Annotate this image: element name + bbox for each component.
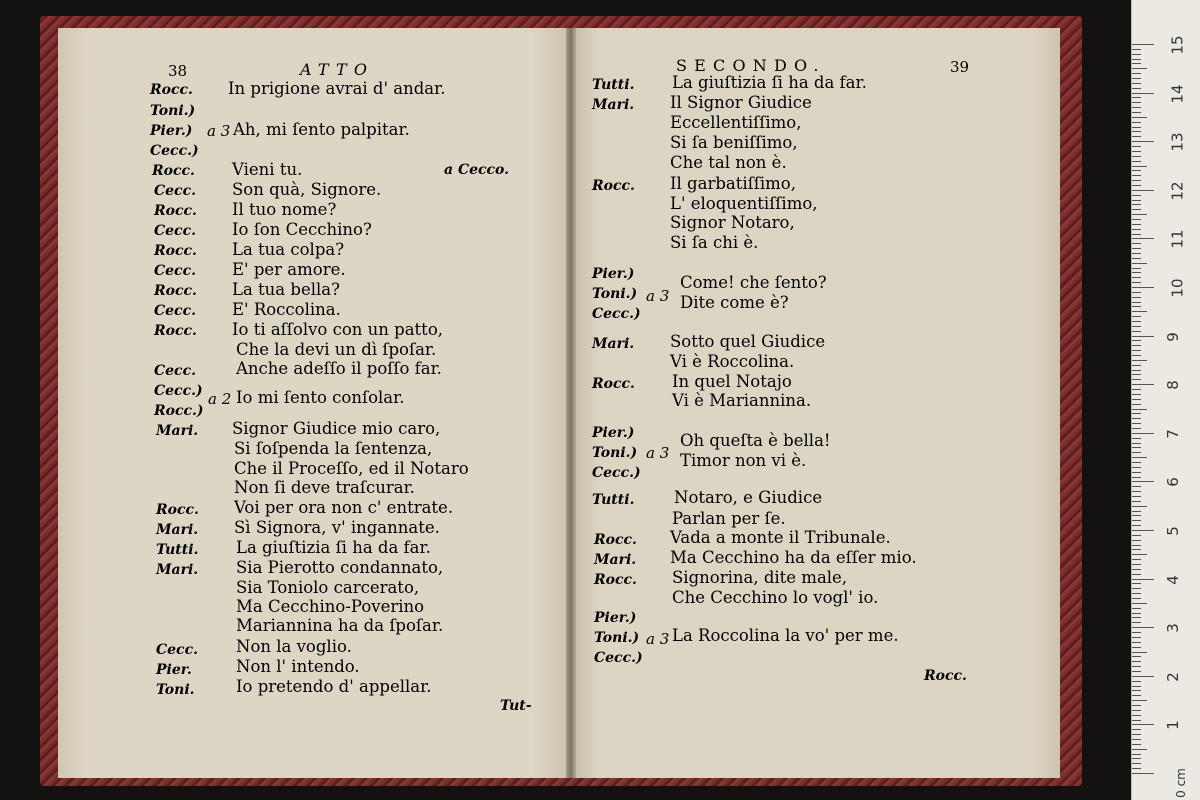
speaker-label: Cecc. [154,183,196,199]
ruler-tick [1132,520,1141,521]
speaker-label: Cecc. [154,303,196,319]
verse-line: Vi è Mariannina. [672,391,812,410]
ruler-tick [1132,59,1141,60]
ruler-tick [1132,695,1141,696]
ruler-tick [1132,321,1141,322]
speaker-label: Tutti. [592,77,635,93]
speaker-label: Cecc.) [150,143,199,159]
ruler-tick [1132,472,1141,473]
ruler-tick [1132,272,1141,273]
ruler-tick [1132,175,1141,176]
ruler-tick [1132,496,1141,497]
ruler-tick [1132,501,1141,502]
speaker-label: Rocc. [594,572,637,588]
ruler-tick [1132,535,1141,536]
ruler-tick [1132,63,1141,64]
ruler-tick [1132,720,1141,721]
ruler-tick [1132,340,1141,341]
verse-line: Ma Cecchino-Poverino [236,597,425,616]
ensemble-mark: a 3 [646,630,670,648]
ruler-number: 3 [1163,623,1182,633]
speaker-label: Pier.) [150,123,193,139]
ruler-tick [1132,564,1141,565]
verse-line: Dite come è? [680,293,789,312]
ruler-tick [1132,559,1141,560]
speaker-label: Toni.) [592,445,638,461]
ruler-tick [1132,93,1154,94]
ruler-tick [1132,379,1141,380]
ruler-tick [1132,195,1141,196]
ruler-tick [1132,457,1147,458]
ruler-tick [1132,282,1141,283]
ruler-tick [1132,112,1141,113]
ruler-tick [1132,773,1154,774]
catchword: Rocc. [924,668,967,684]
ruler-tick [1132,686,1141,687]
ruler-tick [1132,122,1141,123]
ruler-tick [1132,253,1141,254]
ruler-tick [1132,491,1141,492]
ruler-tick [1132,511,1141,512]
verse-line: Sì Signora, v' ingannate. [234,518,440,537]
ruler-tick [1132,413,1141,414]
ruler-tick [1132,681,1141,682]
ruler-tick [1132,593,1141,594]
verse-line: Notaro, e Giudice [674,488,823,507]
ruler-tick [1132,146,1141,147]
ruler-tick [1132,486,1141,487]
verse-line: E' per amore. [232,260,346,279]
ruler-tick [1132,647,1141,648]
ruler-number: 5 [1163,526,1182,536]
ruler-tick [1132,666,1141,667]
ruler-tick [1132,652,1147,653]
verse-line: Il Signor Giudice [670,93,812,112]
verse-line: La tua colpa? [232,240,345,259]
ruler-tick [1132,758,1141,759]
ruler-tick [1132,627,1154,628]
ruler-tick [1132,209,1141,210]
verse-line: L' eloquentiſſimo, [670,194,818,213]
ruler-tick [1132,734,1141,735]
ruler-tick [1132,622,1141,623]
ruler-tick [1132,102,1141,103]
ruler-number: 15 [1168,35,1187,55]
ruler-tick [1132,88,1141,89]
ruler-tick [1132,117,1147,118]
speaker-label: Mari. [594,552,637,568]
verse-line: E' Roccolina. [232,300,341,319]
verse-line: Sia Toniolo carcerato, [236,578,420,597]
ruler-tick [1132,243,1141,244]
speaker-label: Mari. [156,423,199,439]
verse-line: Parlan per ſe. [672,509,786,528]
ruler-tick [1132,336,1154,337]
ruler-tick [1132,180,1141,181]
right-page [570,28,1060,778]
ruler-tick [1132,214,1147,215]
ruler-tick [1132,744,1141,745]
ruler-tick [1132,462,1141,463]
verse-line: Che il Proceſſo, ed il Notaro [234,459,469,478]
ruler-tick [1132,156,1141,157]
ruler-number: 13 [1168,132,1187,152]
verse-line: Timor non vi è. [680,451,807,470]
verse-line: La giuſtizia ſi ha da far. [236,538,431,557]
stage-direction: a Cecco. [444,162,510,178]
ruler-tick [1132,345,1141,346]
ruler-tick [1132,263,1147,264]
speaker-label: Rocc. [152,163,195,179]
running-header: ATTO [300,60,375,79]
verse-line: Ma Cecchino ha da eſſer mio. [670,548,917,567]
ruler-tick [1132,418,1141,419]
verse-line: Signorina, dite male, [672,568,848,587]
ruler-tick [1132,656,1141,657]
ruler-tick [1132,170,1141,171]
verse-line: Si ſoſpenda la ſentenza, [234,439,433,458]
ruler-tick [1132,443,1141,444]
ruler-tick [1132,219,1141,220]
ruler-tick [1132,404,1141,405]
ruler-tick [1132,545,1141,546]
ruler-tick [1132,268,1141,269]
ruler-tick [1132,603,1147,604]
verse-line: Ah, mi ſento palpitar. [233,120,410,139]
ruler-tick [1132,131,1141,132]
ruler-tick [1132,530,1154,531]
ruler-tick [1132,107,1141,108]
ruler-tick [1132,452,1141,453]
speaker-label: Cecc.) [154,383,203,399]
ruler-tick [1132,258,1141,259]
ruler-tick [1132,229,1141,230]
ruler-tick [1132,433,1154,434]
speaker-label: Pier. [156,662,192,678]
verse-line: La giuſtizia ſi ha da far. [672,73,867,92]
ruler-tick [1132,370,1141,371]
ruler-number: 6 [1163,477,1182,488]
ruler-tick [1132,248,1141,249]
ensemble-mark: a 3 [646,287,670,305]
ruler-tick [1132,763,1141,764]
speaker-label: Rocc.) [154,403,204,419]
verse-line: Come! che ſento? [680,273,827,292]
ruler-tick [1132,355,1141,356]
ruler-tick [1132,661,1141,662]
ruler-tick [1132,136,1141,137]
ruler-tick [1132,739,1141,740]
running-header: SECONDO. [676,56,826,75]
ruler-tick [1132,467,1141,468]
measuring-ruler [1131,0,1200,800]
speaker-label: Rocc. [154,203,197,219]
verse-line: Oh queſta è bella! [680,431,831,450]
speaker-label: Pier.) [592,425,635,441]
ruler-tick [1132,715,1141,716]
ruler-tick [1132,549,1141,550]
ruler-number: 9 [1163,331,1182,342]
ruler-tick [1132,374,1141,375]
ruler-tick [1132,311,1147,312]
speaker-label: Mari. [592,97,635,113]
ruler-tick [1132,83,1141,84]
ruler-tick [1132,384,1154,385]
verse-line: Il garbatiſſimo, [670,174,796,193]
verse-line: Signor Notaro, [670,213,795,232]
ruler-tick [1132,598,1141,599]
speaker-label: Mari. [592,336,635,352]
ruler-tick [1132,292,1141,293]
ruler-tick [1132,515,1141,516]
speaker-label: Toni. [156,682,195,698]
ruler-unit-label: 0 cm [1173,768,1188,798]
speaker-label: Pier.) [592,266,635,282]
verse-line: Vieni tu. [232,160,303,179]
ruler-tick [1132,637,1141,638]
ruler-number: 10 [1168,278,1187,298]
ruler-tick [1132,710,1141,711]
ruler-tick [1132,161,1141,162]
ruler-tick [1132,700,1147,701]
speaker-label: Cecc.) [592,306,641,322]
ruler-tick [1132,428,1141,429]
verse-line: In quel Notajo [672,372,792,391]
ruler-tick [1132,617,1141,618]
verse-line: Non ſi deve traſcurar. [234,478,415,497]
ruler-tick [1132,141,1154,142]
ruler-tick [1132,394,1141,395]
ruler-tick [1132,588,1141,589]
ruler-tick [1132,447,1141,448]
ruler-tick [1132,185,1141,186]
speaker-label: Rocc. [156,502,199,518]
ruler-tick [1132,583,1141,584]
ruler-tick [1132,690,1141,691]
ruler-tick [1132,97,1141,98]
ruler-tick [1132,613,1141,614]
ruler-tick [1132,409,1147,410]
ruler-tick [1132,73,1141,74]
ruler-tick [1132,438,1141,439]
ruler-tick [1132,705,1141,706]
ruler-tick [1132,316,1141,317]
verse-line: Sotto quel Giudice [670,332,826,351]
catchword: Tut- [500,698,532,714]
ruler-number: 8 [1163,380,1182,390]
verse-line: Si ſa chi è. [670,233,759,252]
book-gutter [566,28,576,778]
ruler-tick [1132,302,1141,303]
ruler-tick [1132,151,1141,152]
ruler-tick [1132,44,1154,45]
verse-line: La Roccolina la vo' per me. [672,626,899,645]
ensemble-mark: a 2 [208,390,232,408]
verse-line: Signor Giudice mio caro, [232,419,441,438]
ruler-tick [1132,671,1141,672]
ruler-tick [1132,423,1141,424]
speaker-label: Pier.) [594,610,637,626]
ruler-number: 2 [1163,672,1182,682]
ruler-number: 4 [1163,574,1182,585]
speaker-label: Cecc. [154,223,196,239]
speaker-label: Rocc. [154,323,197,339]
speaker-label: Rocc. [154,283,197,299]
ruler-tick [1132,608,1141,609]
speaker-label: Tutti. [592,492,635,508]
ruler-tick [1132,68,1147,69]
verse-line: Io ſon Cecchino? [232,220,372,239]
ruler-tick [1132,481,1154,482]
verse-line: Voi per ora non c' entrate. [234,498,454,517]
ruler-tick [1132,768,1141,769]
ruler-tick [1132,360,1147,361]
verse-line: La tua bella? [232,280,340,299]
speaker-label: Rocc. [594,532,637,548]
speaker-label: Cecc. [154,363,196,379]
ruler-tick [1132,166,1147,167]
ruler-number: 11 [1168,229,1187,249]
ruler-tick [1132,331,1141,332]
ruler-tick [1132,49,1141,50]
page-number: 38 [168,62,188,80]
ruler-tick [1132,200,1141,201]
speaker-label: Toni.) [594,630,640,646]
speaker-label: Rocc. [150,82,193,98]
ensemble-mark: a 3 [207,122,231,140]
speaker-label: Cecc. [156,642,198,658]
ruler-number: 1 [1163,720,1182,731]
speaker-label: Toni.) [592,286,638,302]
ruler-tick [1132,350,1141,351]
page-number: 39 [950,58,970,76]
ensemble-mark: a 3 [646,444,670,462]
verse-line: Non la voglio. [236,637,352,656]
ruler-tick [1132,277,1141,278]
ruler-tick [1132,754,1141,755]
verse-line: Si ſa beniſſimo, [670,133,798,152]
ruler-tick [1132,54,1141,55]
ruler-tick [1132,676,1154,677]
verse-line: Io pretendo d' appellar. [236,677,432,696]
ruler-tick [1132,579,1154,580]
verse-line: Mariannina ha da ſpoſar. [236,616,444,635]
ruler-tick [1132,287,1154,288]
ruler-tick [1132,238,1154,239]
ruler-tick [1132,525,1141,526]
speaker-label: Rocc. [592,376,635,392]
speaker-label: Mari. [156,562,199,578]
speaker-label: Mari. [156,522,199,538]
ruler-tick [1132,569,1141,570]
verse-line: In prigione avrai d' andar. [228,79,446,98]
ruler-tick [1132,297,1141,298]
ruler-tick [1132,234,1141,235]
ruler-number: 14 [1168,84,1187,104]
ruler-tick [1132,78,1141,79]
ruler-tick [1132,574,1141,575]
speaker-label: Cecc.) [594,650,643,666]
speaker-label: Cecc.) [592,465,641,481]
verse-line: Io ti aſſolvo con un patto, [232,320,443,339]
verse-line: Che tal non è. [670,153,787,172]
verse-line: Vada a monte il Tribunale. [670,528,891,547]
speaker-label: Cecc. [154,263,196,279]
ruler-tick [1132,729,1141,730]
verse-line: Io mi ſento conſolar. [236,388,405,407]
ruler-tick [1132,554,1147,555]
ruler-tick [1132,399,1141,400]
verse-line: Vi è Roccolina. [670,352,795,371]
verse-line: Che Cecchino lo vogl' io. [672,588,879,607]
ruler-number: 7 [1163,429,1182,439]
verse-line: Son quà, Signore. [232,180,382,199]
verse-line: Anche adeſſo il poſſo far. [236,359,442,378]
ruler-tick [1132,190,1154,191]
ruler-tick [1132,224,1141,225]
ruler-tick [1132,389,1141,390]
ruler-tick [1132,204,1141,205]
ruler-tick [1132,365,1141,366]
ruler-tick [1132,632,1141,633]
ruler-tick [1132,506,1147,507]
verse-line: Il tuo nome? [232,200,337,219]
speaker-label: Rocc. [154,243,197,259]
ruler-tick [1132,540,1141,541]
ruler-tick [1132,642,1141,643]
ruler-tick [1132,477,1141,478]
verse-line: Non l' intendo. [236,657,360,676]
speaker-label: Tutti. [156,542,199,558]
speaker-label: Rocc. [592,178,635,194]
verse-line: Che la devi un dì ſpoſar. [236,340,437,359]
ruler-tick [1132,127,1141,128]
verse-line: Sia Pierotto condannato, [236,558,444,577]
speaker-label: Toni.) [150,103,196,119]
ruler-tick [1132,724,1154,725]
ruler-tick [1132,749,1147,750]
ruler-tick [1132,306,1141,307]
ruler-tick [1132,326,1141,327]
verse-line: Eccellentiſſimo, [670,113,802,132]
ruler-number: 12 [1168,181,1187,201]
